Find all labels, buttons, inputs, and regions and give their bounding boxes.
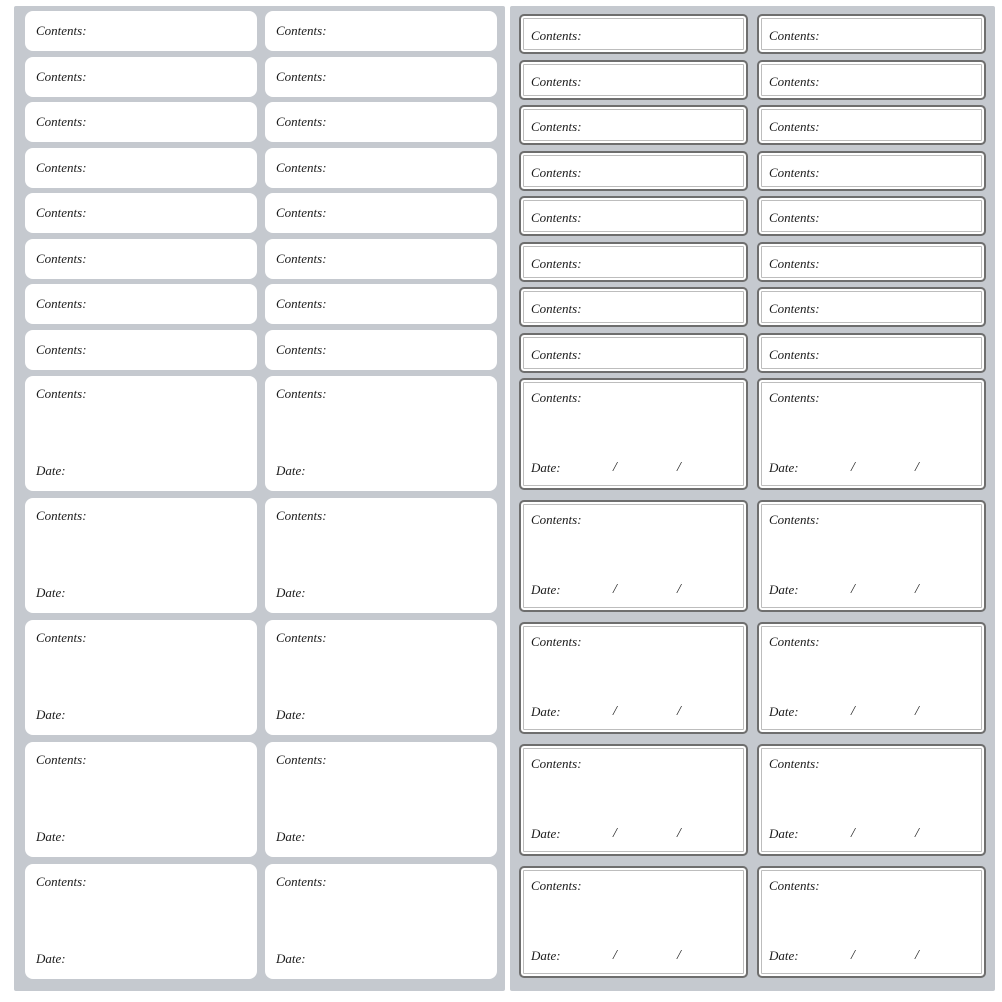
small-label <box>265 239 497 279</box>
small-label <box>757 60 986 100</box>
large-label <box>265 376 497 491</box>
date-label: Date: <box>531 948 561 963</box>
small-label <box>265 102 497 142</box>
contents-label: Contents: <box>36 296 87 311</box>
date-separator: / <box>915 704 919 719</box>
contents-label: Contents: <box>531 346 582 362</box>
date-separator: / <box>851 948 855 963</box>
date-separator: / <box>613 460 617 475</box>
contents-label: Contents: <box>36 68 87 84</box>
contents-label: Contents: <box>769 346 820 362</box>
contents-label: Contents: <box>276 296 327 311</box>
contents-label: Contents: <box>36 386 87 401</box>
small-label <box>25 193 257 233</box>
small-label <box>757 287 986 327</box>
date-label: Date: <box>276 585 306 600</box>
date-label: Date: <box>36 829 66 844</box>
contents-label: Contents: <box>769 255 820 271</box>
contents-label: Contents: <box>36 752 87 767</box>
date-label: Date: <box>276 707 306 722</box>
small-label <box>519 196 748 236</box>
large-label <box>25 376 257 491</box>
small-label <box>25 284 257 324</box>
large-label <box>25 742 257 857</box>
contents-label: Contents: <box>531 878 582 893</box>
date-separator: / <box>677 826 681 841</box>
date-label: Date: <box>531 704 561 719</box>
date-label: Date: <box>769 582 799 597</box>
small-label <box>519 60 748 100</box>
large-label <box>519 866 748 978</box>
contents-label: Contents: <box>276 630 327 645</box>
small-label <box>757 196 986 236</box>
contents-label: Contents: <box>36 114 87 129</box>
contents-label: Contents: <box>276 23 327 38</box>
date-separator: / <box>613 826 617 841</box>
large-label <box>25 620 257 735</box>
large-label <box>265 498 497 613</box>
contents-label: Contents: <box>769 878 820 893</box>
contents-label: Contents: <box>769 73 820 89</box>
date-separator: / <box>915 460 919 475</box>
date-separator: / <box>613 582 617 597</box>
contents-label: Contents: <box>276 250 327 266</box>
contents-label: Contents: <box>769 634 820 649</box>
date-separator: / <box>677 582 681 597</box>
small-label <box>757 105 986 145</box>
large-label <box>519 378 748 490</box>
small-label <box>757 151 986 191</box>
contents-label: Contents: <box>276 752 327 767</box>
date-separator: / <box>915 582 919 597</box>
contents-label: Contents: <box>36 341 87 357</box>
date-label: Date: <box>276 829 306 844</box>
date-separator: / <box>613 948 617 963</box>
small-label <box>757 333 986 373</box>
date-label: Date: <box>276 463 306 478</box>
label-sheet-right <box>510 6 995 991</box>
large-label <box>757 378 986 490</box>
contents-label: Contents: <box>36 874 87 889</box>
small-label <box>519 151 748 191</box>
contents-label: Contents: <box>531 164 582 180</box>
contents-label: Contents: <box>769 512 820 527</box>
small-label <box>519 242 748 282</box>
date-label: Date: <box>531 460 561 475</box>
contents-label: Contents: <box>276 114 327 129</box>
large-label <box>25 864 257 979</box>
date-label: Date: <box>769 460 799 475</box>
large-label <box>757 622 986 734</box>
large-label <box>265 864 497 979</box>
date-label: Date: <box>769 948 799 963</box>
contents-label: Contents: <box>276 341 327 357</box>
contents-label: Contents: <box>36 205 87 220</box>
date-label: Date: <box>276 951 306 966</box>
small-label <box>519 105 748 145</box>
small-label <box>265 148 497 188</box>
label-sheet-left <box>14 6 505 991</box>
date-label: Date: <box>531 826 561 841</box>
date-separator: / <box>915 826 919 841</box>
small-label <box>25 148 257 188</box>
date-separator: / <box>677 948 681 963</box>
small-label <box>25 330 257 370</box>
contents-label: Contents: <box>769 756 820 771</box>
date-separator: / <box>915 948 919 963</box>
small-label <box>265 193 497 233</box>
large-label <box>757 744 986 856</box>
date-label: Date: <box>769 826 799 841</box>
large-label <box>265 620 497 735</box>
small-label <box>265 330 497 370</box>
date-separator: / <box>677 704 681 719</box>
contents-label: Contents: <box>276 205 327 220</box>
date-separator: / <box>851 582 855 597</box>
contents-label: Contents: <box>531 756 582 771</box>
contents-label: Contents: <box>531 119 582 134</box>
date-separator: / <box>851 460 855 475</box>
small-label <box>265 284 497 324</box>
contents-label: Contents: <box>769 390 820 405</box>
small-label <box>265 57 497 97</box>
date-separator: / <box>851 826 855 841</box>
contents-label: Contents: <box>769 119 820 134</box>
contents-label: Contents: <box>531 28 582 43</box>
date-label: Date: <box>36 463 66 478</box>
date-label: Date: <box>36 707 66 722</box>
contents-label: Contents: <box>531 301 582 316</box>
contents-label: Contents: <box>531 255 582 271</box>
large-label <box>519 744 748 856</box>
date-label: Date: <box>36 585 66 600</box>
contents-label: Contents: <box>769 164 820 180</box>
date-label: Date: <box>769 704 799 719</box>
date-separator: / <box>851 704 855 719</box>
small-label <box>25 11 257 51</box>
contents-label: Contents: <box>36 630 87 645</box>
contents-label: Contents: <box>36 508 87 523</box>
contents-label: Contents: <box>276 874 327 889</box>
contents-label: Contents: <box>531 634 582 649</box>
large-label <box>519 622 748 734</box>
large-label <box>757 500 986 612</box>
large-label <box>25 498 257 613</box>
contents-label: Contents: <box>531 512 582 527</box>
contents-label: Contents: <box>276 508 327 523</box>
small-label <box>519 287 748 327</box>
large-label <box>265 742 497 857</box>
contents-label: Contents: <box>531 73 582 89</box>
small-label <box>757 14 986 54</box>
date-separator: / <box>613 704 617 719</box>
small-label <box>25 239 257 279</box>
date-label: Date: <box>36 951 66 966</box>
small-label <box>25 102 257 142</box>
date-separator: / <box>677 460 681 475</box>
contents-label: Contents: <box>769 28 820 43</box>
contents-label: Contents: <box>36 159 87 175</box>
contents-label: Contents: <box>276 68 327 84</box>
small-label <box>25 57 257 97</box>
contents-label: Contents: <box>276 159 327 175</box>
contents-label: Contents: <box>769 301 820 316</box>
contents-label: Contents: <box>531 390 582 405</box>
large-label <box>757 866 986 978</box>
contents-label: Contents: <box>276 386 327 401</box>
contents-label: Contents: <box>769 210 820 225</box>
large-label <box>519 500 748 612</box>
small-label <box>519 14 748 54</box>
contents-label: Contents: <box>36 23 87 38</box>
contents-label: Contents: <box>36 250 87 266</box>
small-label <box>757 242 986 282</box>
contents-label: Contents: <box>531 210 582 225</box>
small-label <box>519 333 748 373</box>
small-label <box>265 11 497 51</box>
date-label: Date: <box>531 582 561 597</box>
